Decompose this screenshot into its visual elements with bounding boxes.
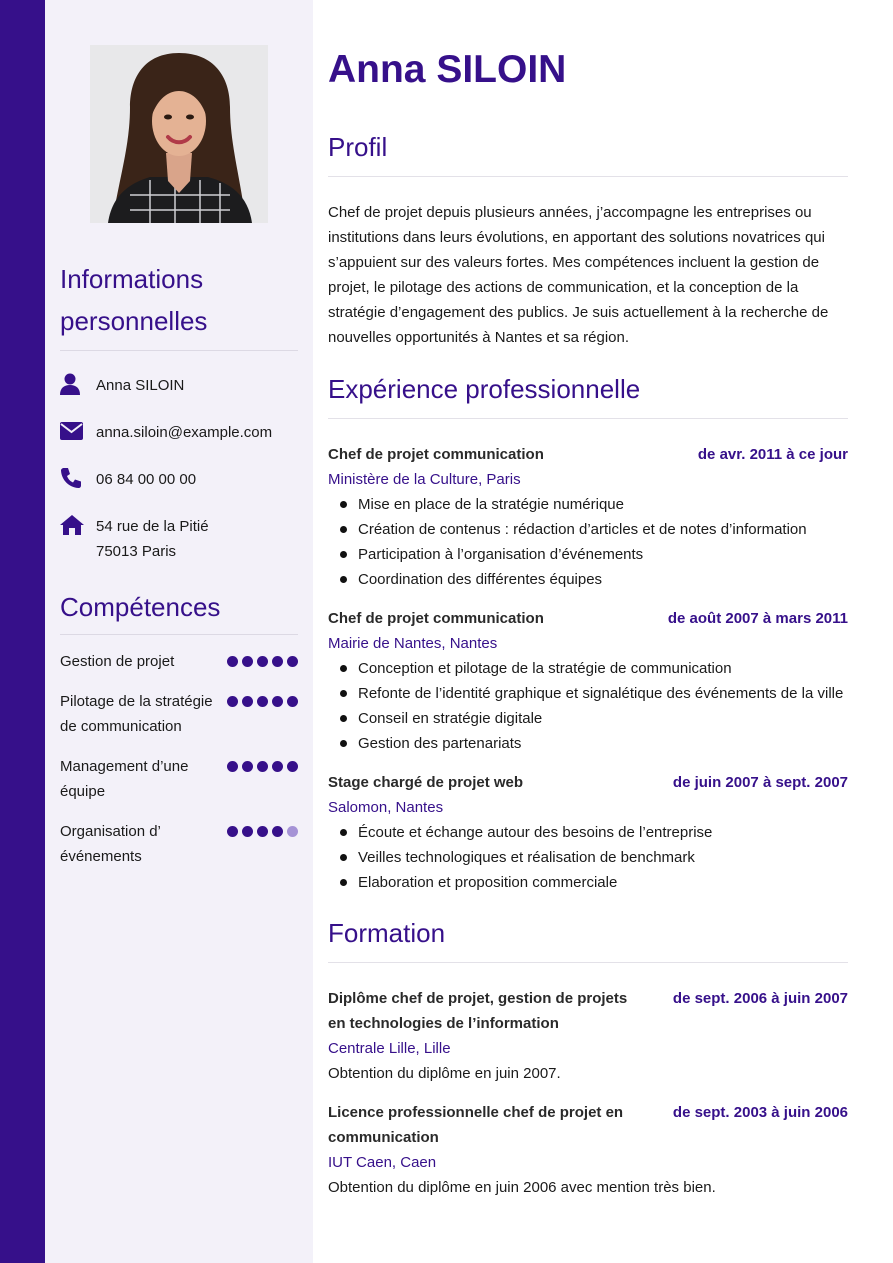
divider: [60, 634, 298, 635]
job-date: de juin 2007 à sept. 2007: [672, 774, 848, 791]
job-date: de avr. 2011 à ce jour: [697, 446, 848, 463]
envelope-icon: [60, 420, 96, 442]
skill-item: [60, 649, 298, 674]
degree-description: Obtention du diplôme en juin 2007.: [328, 1065, 561, 1082]
rating-dot-filled: [272, 761, 283, 772]
job-title: Chef de projet communication: [328, 446, 544, 463]
profile-section: [328, 130, 848, 350]
skill-name: Management d’une équipe: [60, 758, 189, 800]
divider: [60, 350, 298, 351]
accent-stripe: [0, 0, 45, 1263]
job-date: de août 2007 à mars 2011: [667, 610, 848, 627]
rating-dot-filled: [287, 656, 298, 667]
skill-item: [60, 819, 298, 869]
home-icon: [60, 514, 96, 536]
skill-item: [60, 689, 298, 739]
job-title: Stage chargé de projet web: [328, 774, 524, 791]
job-employer: Mairie de Nantes, Nantes: [328, 635, 498, 652]
personal-info-list: [60, 373, 298, 564]
rating-dot-filled: [242, 826, 253, 837]
person-name: Anna SILOIN: [328, 48, 567, 91]
rating-dot-filled: [272, 696, 283, 707]
skill-rating: [227, 696, 298, 707]
list-item: Écoute et échange autour des besoins de l’entreprise: [328, 820, 848, 845]
phone-icon: [60, 467, 96, 489]
job-employer: Salomon, Nantes: [328, 799, 444, 816]
sidebar-content: [60, 258, 298, 884]
education-section: [328, 916, 848, 1200]
personal-info-heading: Informations personnelles: [60, 264, 208, 336]
list-item: Conseil en stratégie digitale: [328, 706, 848, 731]
education-entry: [328, 1100, 848, 1200]
rating-dot-filled: [242, 761, 253, 772]
rating-dot-filled: [227, 696, 238, 707]
info-name: [60, 373, 298, 398]
info-name-text: Anna SILOIN: [96, 377, 185, 394]
info-address-text: [96, 514, 209, 564]
list-item: Elaboration et proposition commerciale: [328, 870, 848, 895]
education-entry: [328, 986, 848, 1086]
sidebar: [45, 0, 313, 1263]
degree-date: de sept. 2003 à juin 2006: [672, 1104, 848, 1121]
rating-dot-filled: [272, 656, 283, 667]
rating-dot-filled: [242, 656, 253, 667]
profile-text: Chef de projet depuis plusieurs années, j’accompagne les entreprises ou institutions dans leurs évolutions, en apportant des solutions novatrices qui s’appuient sur des valeurs fortes. Mes compétences incluent la gestion de projet, le pilotage des actions de communication, et la conception de la stratégie d’engagement des publics. Je suis actuellement à la recherche de nouvelles opportunités à Nantes et sa région.: [328, 204, 829, 346]
experience-section: [328, 372, 848, 895]
rating-dot-filled: [287, 761, 298, 772]
list-item: Création de contenus : rédaction d’articles et de notes d’information: [328, 517, 848, 542]
degree-title: Licence professionnelle chef de projet en communication: [328, 1104, 624, 1146]
experience-heading: Expérience professionnelle: [328, 374, 641, 404]
divider: [328, 962, 848, 963]
skill-name: Organisation d’ événements: [60, 823, 161, 865]
experience-entry: [328, 606, 848, 756]
experience-entry: [328, 442, 848, 592]
job-employer: Ministère de la Culture, Paris: [328, 471, 521, 488]
school-name: Centrale Lille, Lille: [328, 1040, 451, 1057]
list-item: Mise en place de la stratégie numérique: [328, 492, 848, 517]
profile-photo: [90, 45, 268, 223]
list-item: Veilles technologiques et réalisation de benchmark: [328, 845, 848, 870]
rating-dot-filled: [257, 761, 268, 772]
degree-description: Obtention du diplôme en juin 2006 avec mention très bien.: [328, 1179, 716, 1196]
divider: [328, 176, 848, 177]
school-name: IUT Caen, Caen: [328, 1154, 437, 1171]
list-item: Gestion des partenariats: [328, 731, 848, 756]
divider: [328, 418, 848, 419]
user-icon: [60, 373, 96, 395]
rating-dot-filled: [257, 656, 268, 667]
rating-dot-filled: [257, 826, 268, 837]
address-line-1: 54 rue de la Pitié: [96, 518, 209, 535]
job-tasks: [328, 656, 848, 756]
profile-heading: Profil: [328, 132, 388, 162]
skill-item: [60, 754, 298, 804]
rating-dot-empty: [287, 826, 298, 837]
rating-dot-filled: [287, 696, 298, 707]
skills-list: [60, 649, 298, 869]
rating-dot-filled: [257, 696, 268, 707]
list-item: Conception et pilotage de la stratégie de communication: [328, 656, 848, 681]
skills-heading: Compétences: [60, 592, 221, 622]
info-email: [60, 420, 298, 445]
list-item: Coordination des différentes équipes: [328, 567, 848, 592]
info-phone-text[interactable]: 06 84 00 00 00: [96, 471, 197, 488]
job-tasks: [328, 820, 848, 895]
rating-dot-filled: [227, 761, 238, 772]
degree-title: Diplôme chef de projet, gestion de projets en technologies de l’information: [328, 990, 628, 1032]
skill-rating: [227, 826, 298, 837]
education-heading: Formation: [328, 918, 446, 948]
info-email-text[interactable]: anna.siloin@example.com: [96, 424, 273, 441]
job-title: Chef de projet communication: [328, 610, 544, 627]
rating-dot-filled: [227, 826, 238, 837]
rating-dot-filled: [227, 656, 238, 667]
skill-name: Gestion de projet: [60, 653, 175, 670]
info-address: [60, 514, 298, 564]
skill-rating: [227, 656, 298, 667]
rating-dot-filled: [242, 696, 253, 707]
list-item: Refonte de l’identité graphique et signalétique des événements de la ville: [328, 681, 848, 706]
skill-name: Pilotage de la stratégie de communication: [60, 693, 213, 735]
address-line-2: 75013 Paris: [96, 543, 177, 560]
info-phone: [60, 467, 298, 492]
skill-rating: [227, 761, 298, 772]
experience-entry: [328, 770, 848, 895]
rating-dot-filled: [272, 826, 283, 837]
job-tasks: [328, 492, 848, 592]
degree-date: de sept. 2006 à juin 2007: [672, 990, 848, 1007]
list-item: Participation à l’organisation d’événements: [328, 542, 848, 567]
